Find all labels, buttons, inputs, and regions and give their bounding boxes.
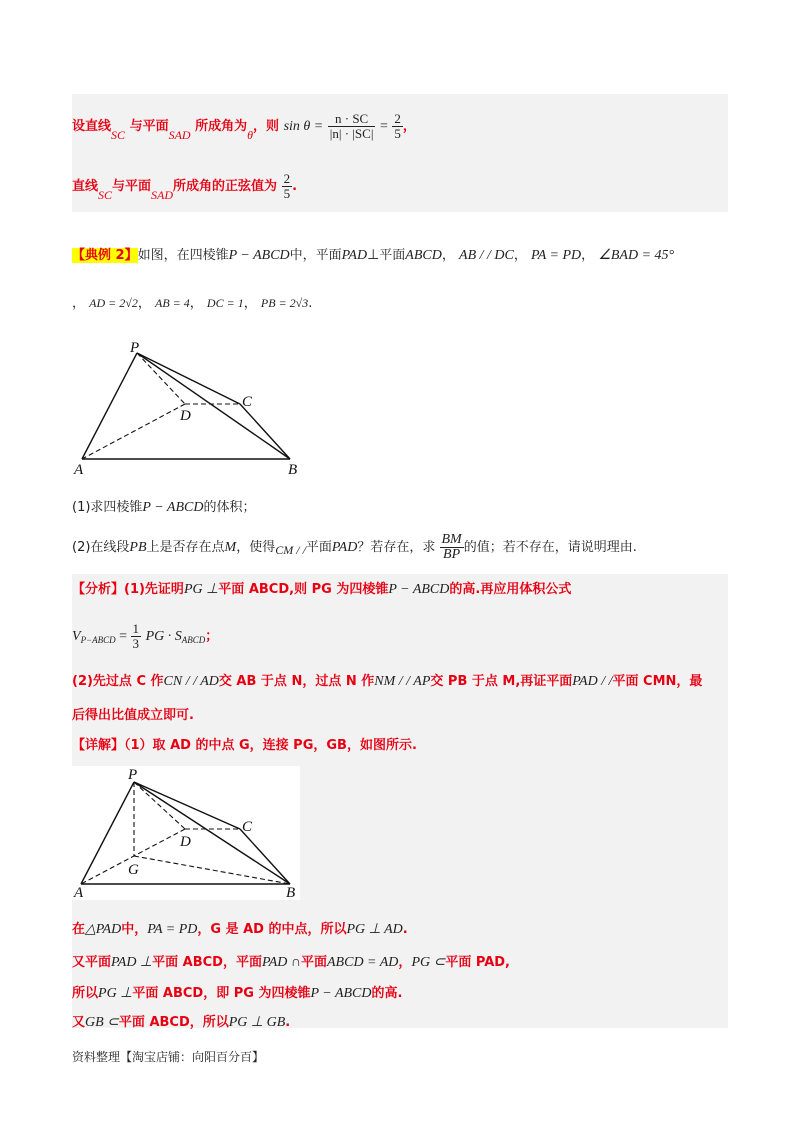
edge-pa: [82, 353, 137, 459]
example-tag: 【典例 2】: [72, 248, 138, 263]
example-statement-line-2: ， AD = 2√2， AB = 4， DC = 1， PB = 2√3.: [72, 296, 313, 311]
proof-line-1: 在△PAD中，PA = PD，G 是 AD 的中点，所以PG ⊥ AD.: [72, 922, 408, 937]
vertex-label-a: A: [74, 462, 84, 478]
proof-line-3: 所以PG ⊥平面 ABCD，即 PG 为四棱锥P − ABCD的高.: [72, 986, 403, 1001]
vertex-label-c: C: [242, 819, 253, 835]
vertex-label-d: D: [180, 834, 191, 850]
volume-formula: $V_{P-ABCD}$ = $\frac{1}{3}$ PG · $S_{ABCD}$；: [72, 621, 219, 651]
edge-cb: [240, 404, 290, 459]
example-statement-line-1: 【典例 2】如图，在四棱锥P − ABCD中，平面PAD⊥平面ABCD， AB / / DC， PA = PD， ∠BAD = 45°: [72, 248, 675, 263]
analysis-line-1: 【分析】(1)先证明PG ⊥平面 ABCD,则 PG 为四棱锥P − ABCD的高.再应用体积公式: [72, 582, 572, 597]
footer-note: 资料整理【淘宝店铺：向阳百分百】: [72, 1050, 265, 1064]
edge-pd: [137, 353, 185, 404]
edge-pa: [81, 782, 134, 884]
edge-gb: [134, 856, 290, 884]
vertex-label-c: C: [242, 394, 253, 410]
vertex-label-d: D: [180, 408, 191, 424]
pyramid-figure-2: [72, 766, 300, 900]
edge-pc: [134, 782, 240, 829]
sine-fraction: $\frac{n \cdot SC}{|n| \cdot |SC|}$: [329, 111, 374, 141]
vertex-label-p: P: [128, 767, 138, 783]
proof-line-2: 又平面PAD ⊥平面 ABCD，平面PAD ∩平面ABCD = AD，PG ⊂平面 PAD,: [72, 955, 510, 970]
edge-pd: [134, 782, 185, 829]
analysis-line-2: (2)先过点 C 作CN / / AD交 AB 于点 N，过点 N 作NM / / AP交 PB 于点 M,再证平面PAD / /平面 CMN，最: [72, 674, 703, 689]
detail-heading: 【详解】（1）取 AD 的中点 G，连接 PG，GB，如图所示.: [72, 738, 417, 753]
question-1: (1)求四棱锥P − ABCD的体积；: [72, 500, 256, 515]
sine-angle-line: 设直线SC 与平面SAD 所成角为θ，则 sin θ = $\frac{n \cdot SC}{|n| \cdot |SC|}$ = $\frac{2}{5}$ ，: [72, 111, 416, 142]
vertex-label-p: P: [130, 340, 140, 356]
analysis-line-3: 后得出比值成立即可.: [72, 708, 194, 723]
vertex-label-b: B: [288, 462, 298, 478]
vertex-label-b: B: [286, 885, 296, 900]
edge-pb: [134, 782, 290, 884]
question-2: (2)在线段PB上是否存在点M，使得CM / /平面PAD？若存在，求 $\frac{BM}{BP}$ 的值；若不存在，请说明理由.: [72, 532, 637, 562]
pyramid-figure-1: [72, 338, 312, 478]
vertex-label-a: A: [74, 885, 84, 900]
edge-pb: [137, 353, 290, 459]
vertex-label-g: G: [128, 862, 139, 878]
edge-ad: [82, 404, 185, 459]
sine-result-line: 直线SC与平面SAD所成角的正弦值为 $\frac{2}{5}$ .: [72, 171, 298, 202]
edge-pc: [137, 353, 240, 404]
proof-line-4: 又GB ⊂平面 ABCD，所以PG ⊥ GB.: [72, 1015, 291, 1030]
